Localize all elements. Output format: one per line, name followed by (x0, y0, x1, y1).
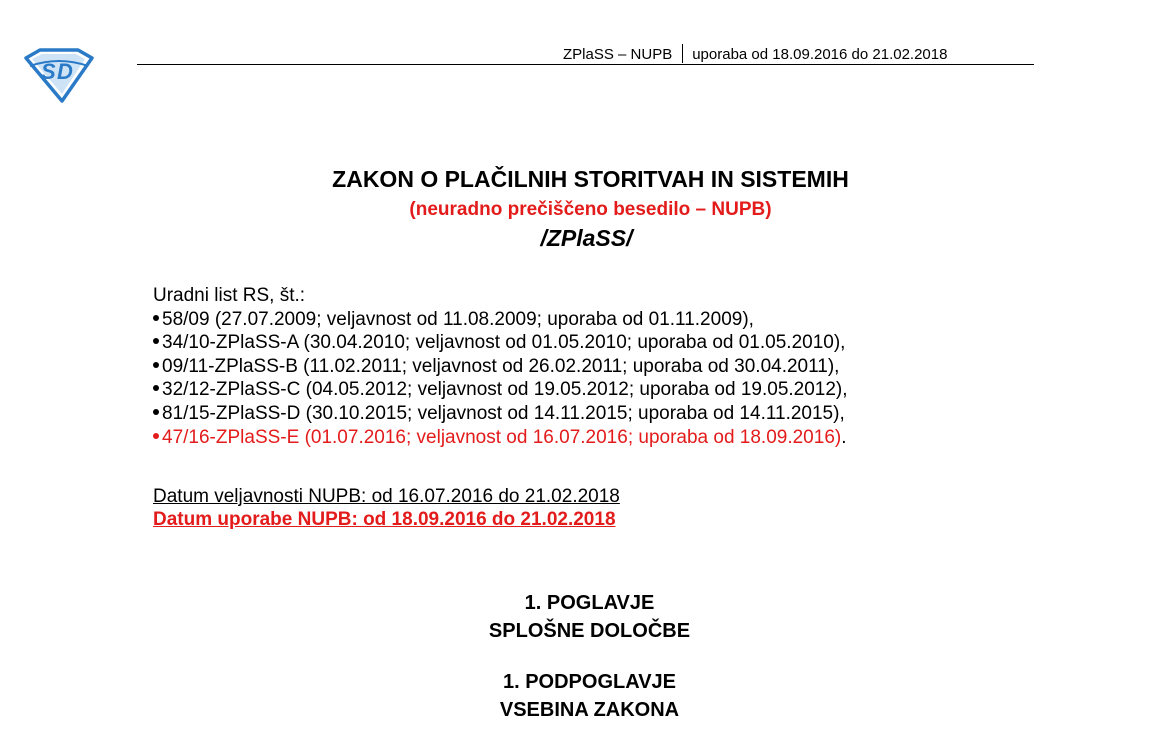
subchapter-heading (11, 668, 1157, 724)
bullet-icon (153, 433, 159, 439)
law-title: ZAKON O PLAČILNIH STORITVAH IN SISTEMIH (332, 166, 849, 192)
law-subtitle: (neuradno prečiščeno besedilo – NUPB) (409, 199, 772, 220)
validity-date: Datum veljavnosti NUPB: od 16.07.2016 do 21.02.2018 (153, 486, 620, 507)
usage-date: Datum uporabe NUPB: od 18.09.2016 do 21.02.2018 (153, 509, 616, 530)
gazette-entry: 81/15-ZPlaSS-D (30.10.2015; veljavnost od 14.11.2015; uporaba od 14.11.2015), (153, 402, 848, 426)
gazette-intro: Uradni list RS, št.: (153, 285, 306, 306)
header-separator (682, 44, 683, 63)
gazette-entry-current: 47/16-ZPlaSS-E (01.07.2016; veljavnost od 16.07.2016; uporaba od 18.09.2016). (153, 426, 848, 450)
bullet-icon (153, 362, 159, 368)
gazette-entry: 58/09 (27.07.2009; veljavnost od 11.08.2009; uporaba od 01.11.2009), (153, 308, 848, 332)
bullet-icon (153, 315, 159, 321)
bullet-icon (153, 338, 159, 344)
bullet-icon (153, 385, 159, 391)
subchapter-name: VSEBINA ZAKONA (499, 699, 680, 721)
svg-text:D: D (57, 59, 73, 84)
svg-text:S: S (41, 59, 56, 84)
gazette-entry: 09/11-ZPlaSS-B (11.02.2011; veljavnost od 26.02.2011; uporaba od 30.04.2011), (153, 355, 848, 379)
chapter-name: SPLOŠNE DOLOČBE (488, 620, 691, 642)
header-rule (137, 64, 1034, 65)
gazette-entry: 34/10-ZPlaSS-A (30.04.2010; veljavnost od 01.05.2010; uporaba od 01.05.2010), (153, 331, 848, 355)
subchapter-number: 1. PODPOGLAVJE (502, 671, 676, 693)
chapter-heading (11, 589, 1157, 645)
law-abbreviation: /ZPlaSS/ (540, 225, 633, 251)
official-gazette-list (153, 284, 848, 449)
running-header (563, 44, 947, 63)
sd-shield-logo-icon (22, 46, 96, 104)
header-usage-range: uporaba od 18.09.2016 do 21.02.2018 (692, 46, 948, 63)
gazette-entry: 32/12-ZPlaSS-C (04.05.2012; veljavnost od 19.05.2012; uporaba od 19.05.2012), (153, 378, 848, 402)
chapter-number: 1. POGLAVJE (524, 592, 655, 614)
header-short-name: ZPlaSS – NUPB (563, 46, 673, 63)
bullet-icon (153, 409, 159, 415)
nupb-dates (153, 485, 620, 531)
